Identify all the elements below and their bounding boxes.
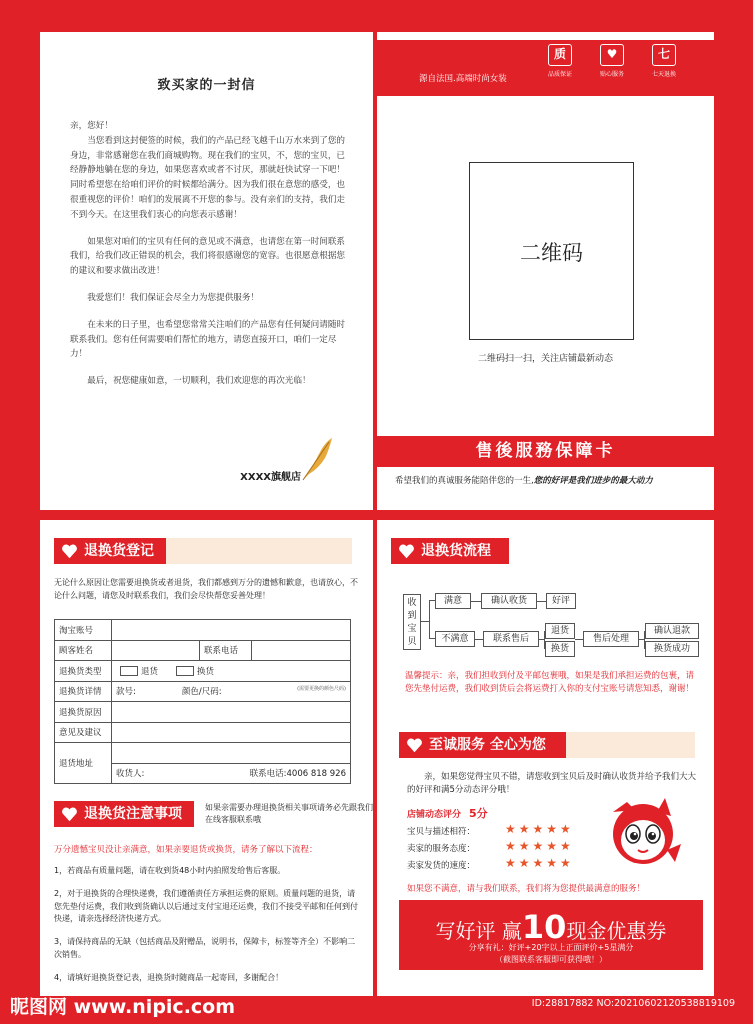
rule-item: 1，若商品有质量问题，请在收到货48小时内拍照发给售后客服。 [54, 866, 286, 875]
badge-label: 品质保证 [547, 71, 572, 78]
coupon-contact: （截图联系客服即可获得哦！） [495, 955, 607, 964]
field-label: 淘宝账号 [55, 620, 112, 641]
flow-line [429, 600, 430, 638]
flow-exchange: 换货 [545, 641, 575, 657]
reason-input[interactable] [112, 702, 351, 723]
register-title: 退换货登记 [84, 543, 154, 559]
heart-icon [406, 737, 423, 754]
contact-phone: 联系电话:4006 818 926 [249, 769, 346, 780]
flow-line [537, 601, 546, 602]
register-title-tag [54, 538, 166, 564]
sincere-header [399, 732, 695, 758]
qr-placeholder-text: 二维码 [520, 241, 583, 265]
flow-exchange-success: 换货成功 [645, 641, 699, 657]
coupon-share: 分享有礼：好评+20字以上正面评价+5星满分 [468, 943, 634, 952]
field-label: 顾客姓名 [55, 640, 112, 661]
flow-after-process: 售后处理 [583, 631, 639, 647]
badge-label: 七天退换 [651, 71, 676, 78]
badge-seven-day [647, 44, 681, 78]
qr-code-placeholder[interactable] [469, 162, 634, 340]
badge-quality [543, 44, 577, 78]
coupon-details [399, 942, 703, 966]
color-size-label: 颜色/尺码: [181, 687, 222, 698]
sincere-intro: 亲，如果您觉得宝贝不错，请您收到宝贝后及时确认收货并给予我们大大的好评和满5分动态评分哦！ [407, 772, 697, 795]
mascot-icon [605, 792, 685, 877]
register-intro: 无论什么原因让您需要退换货或者退货，我们都感到万分的遗憾和歉意，也请放心，不论什么问题，请您及时联系我们，我们会尽快帮您妥善处理！ [54, 578, 358, 600]
rating-stars: ★★★★★ [505, 856, 574, 870]
flow-line [475, 639, 483, 640]
receiver-label: 收货人: [116, 769, 145, 780]
field-label: 退换货原因 [55, 702, 112, 723]
letter-title: 致买家的一封信 [157, 78, 256, 93]
letter-greeting: 亲，您好！ [70, 121, 113, 131]
coupon-post: 现金优惠券 [566, 919, 667, 943]
field-label: 退换货类型 [55, 661, 112, 682]
register-header [54, 538, 352, 564]
flow-satisfied: 满意 [435, 593, 471, 609]
heart-icon [61, 543, 78, 560]
return-flow-panel [377, 520, 714, 996]
rating-stars: ★★★★★ [505, 839, 574, 853]
flow-confirm: 确认收货 [481, 593, 537, 609]
coupon-banner [399, 900, 703, 970]
notes-tip: 如果亲需要办理退换货相关事项请务必先跟我们在线客服联系哦 [205, 803, 373, 824]
heart-icon [61, 806, 78, 823]
detail-input[interactable] [112, 681, 351, 702]
flow-title-tag [391, 538, 509, 564]
quality-icon: 质 [548, 44, 572, 66]
flow-line [575, 639, 583, 640]
rating-label: 宝贝与描述相符： [407, 827, 476, 837]
option-label: 换货 [197, 666, 215, 677]
rule-item: 3，请保持商品的无缺（包括商品及附赠品，说明书，保障卡，标签等齐全）不影响二次销售。 [54, 937, 356, 959]
heart-service-icon: ♥ [600, 44, 624, 66]
flow-header [391, 538, 536, 564]
brand-slogan: 源自法国.高端时尚女装 [419, 74, 507, 84]
flow-confirm-refund: 确认退款 [645, 623, 699, 639]
return-rules [54, 865, 359, 995]
notes-title: 退换货注意事项 [84, 806, 182, 822]
flow-line [421, 621, 429, 622]
phone-input[interactable] [252, 640, 351, 661]
score-title-text: 店铺动态评分 [407, 810, 462, 820]
type-options [112, 661, 351, 682]
service-sub-plain: 希望我们的真诚服务能陪伴您的一生, [395, 476, 534, 486]
sincere-title-tag [399, 732, 566, 758]
letter-paragraph: 在未来的日子里，也希望您常常关注咱们的产品您有任何疑问请随时联系我们。您有任何需要咱们帮忙的地方，请您直接开口，咱们一定尽力！ [70, 319, 346, 360]
flow-good-review: 好评 [546, 593, 576, 609]
register-form-table [54, 619, 351, 784]
flow-title: 退换货流程 [421, 543, 491, 559]
watermark: 昵图网 www.nipic.com [10, 996, 236, 1018]
coupon-headline [399, 908, 703, 946]
field-label: 意见及建议 [55, 722, 112, 743]
service-card-subtitle [395, 474, 653, 486]
letter-panel [40, 32, 373, 510]
warm-tip: 温馨提示：亲，我们担收到付及平邮包裹哦，如果是我们承担运费的包裹，请您先垫付运费，我们收到货后会将运费打入你的支付宝账号请您知悉，谢谢！ [405, 671, 695, 694]
advice-input[interactable] [112, 722, 351, 743]
letter-paragraph: 我爱您们！我们保证会尽全力为您提供服务！ [87, 292, 260, 303]
feather-icon [299, 436, 335, 482]
store-signature: XXXX旗舰店 [240, 472, 301, 483]
detail-note: (需要更换的颜色尺码) [297, 686, 346, 693]
flow-contact-after: 联系售后 [483, 631, 539, 647]
notes-title-tag [54, 801, 194, 827]
field-label: 退换货详情 [55, 681, 112, 702]
flow-return: 退货 [545, 623, 575, 639]
flow-unsatisfied: 不满意 [435, 631, 475, 647]
rating-stars: ★★★★★ [505, 822, 574, 836]
option-label: 退货 [141, 666, 159, 677]
service-sub-bold: 您的好评是我们进步的最大动力 [533, 476, 653, 486]
rating-label: 卖家发货的速度： [407, 861, 476, 871]
image-id-line: ID:28817882 NO:20210602120538819109 [531, 998, 735, 1009]
letter-paragraph: 当您看到这封便签的时候，我们的产品已经飞越千山万水来到了您的身边，非常感谢您在我们商城购物。现在我们的宝贝，不，您的宝贝，已经静静地躺在您的身边，如果您喜欢或者不讨厌，那就赶快试穿一下吧！同时希望您在给咱们评价的时候都给满分。因为我们很在意您的感受，也很重视您的评价！咱们的发展离不开您的参与。没有亲们的支持，我们走不到今天。在这里我们衷心的向您表示感谢！ [70, 135, 346, 220]
return-checkbox[interactable] [120, 666, 138, 676]
unhappy-notice: 如果您不满意，请与我们联系，我们将为您提供最满意的服务！ [407, 884, 646, 894]
letter-body [70, 119, 351, 401]
field-label: 退货地址 [55, 743, 112, 784]
letter-paragraph: 如果您对咱们的宝贝有任何的意见或不满意，也请您在第一时间联系我们，给我们改正错误的机会，我们将很感谢您的宽容。也很愿意根据您的建议和要求做出改进！ [70, 236, 346, 277]
return-register-panel [40, 520, 373, 996]
exchange-checkbox[interactable] [176, 666, 194, 676]
qr-caption: 二维码扫一扫，关注店铺最新动态 [477, 354, 613, 364]
name-input[interactable] [112, 640, 200, 661]
score-value: 5分 [469, 807, 488, 820]
service-card-title: 售後服務保障卡 [475, 441, 616, 461]
coupon-amount: 10 [521, 908, 567, 946]
notes-red-line: 万分遗憾宝贝没让亲满意，如果亲要退货或换货，请务了解以下流程： [54, 845, 318, 855]
badge-label: 贴心服务 [599, 71, 624, 78]
flow-start: 收到宝贝 [403, 594, 421, 650]
qr-panel [377, 32, 714, 510]
score-title [407, 805, 488, 821]
address-input[interactable] [112, 743, 351, 764]
account-input[interactable] [112, 620, 351, 641]
coupon-pre: 写好评 赢 [435, 919, 522, 943]
heart-icon [398, 543, 415, 560]
item-no-label: 款号: [116, 687, 136, 698]
rule-item: 2，对于退换货的合理快递费，我们遵循责任方承担运费的原则。质量问题的退货，请您先垫付运费，我们收到货确认以后通过支付宝退还运费，我们不接受平邮和任何到付快递，请亲选择经济快递方式。 [54, 888, 358, 924]
notes-header [54, 801, 199, 827]
seven-day-icon: 七 [652, 44, 676, 66]
rule-item: 4，请填好退换货登记表，退换货时随商品一起寄回，多谢配合！ [54, 972, 284, 982]
letter-paragraph: 最后，祝您健康如意，一切顺利，我们欢迎您的再次光临！ [87, 376, 311, 387]
sincere-title: 至诚服务 全心为您 [429, 737, 546, 753]
badge-service [595, 44, 629, 78]
field-label: 联系电话 [200, 640, 252, 661]
receiver-row [112, 763, 351, 784]
rating-label: 卖家的服务态度： [407, 844, 476, 854]
flow-line [471, 601, 481, 602]
